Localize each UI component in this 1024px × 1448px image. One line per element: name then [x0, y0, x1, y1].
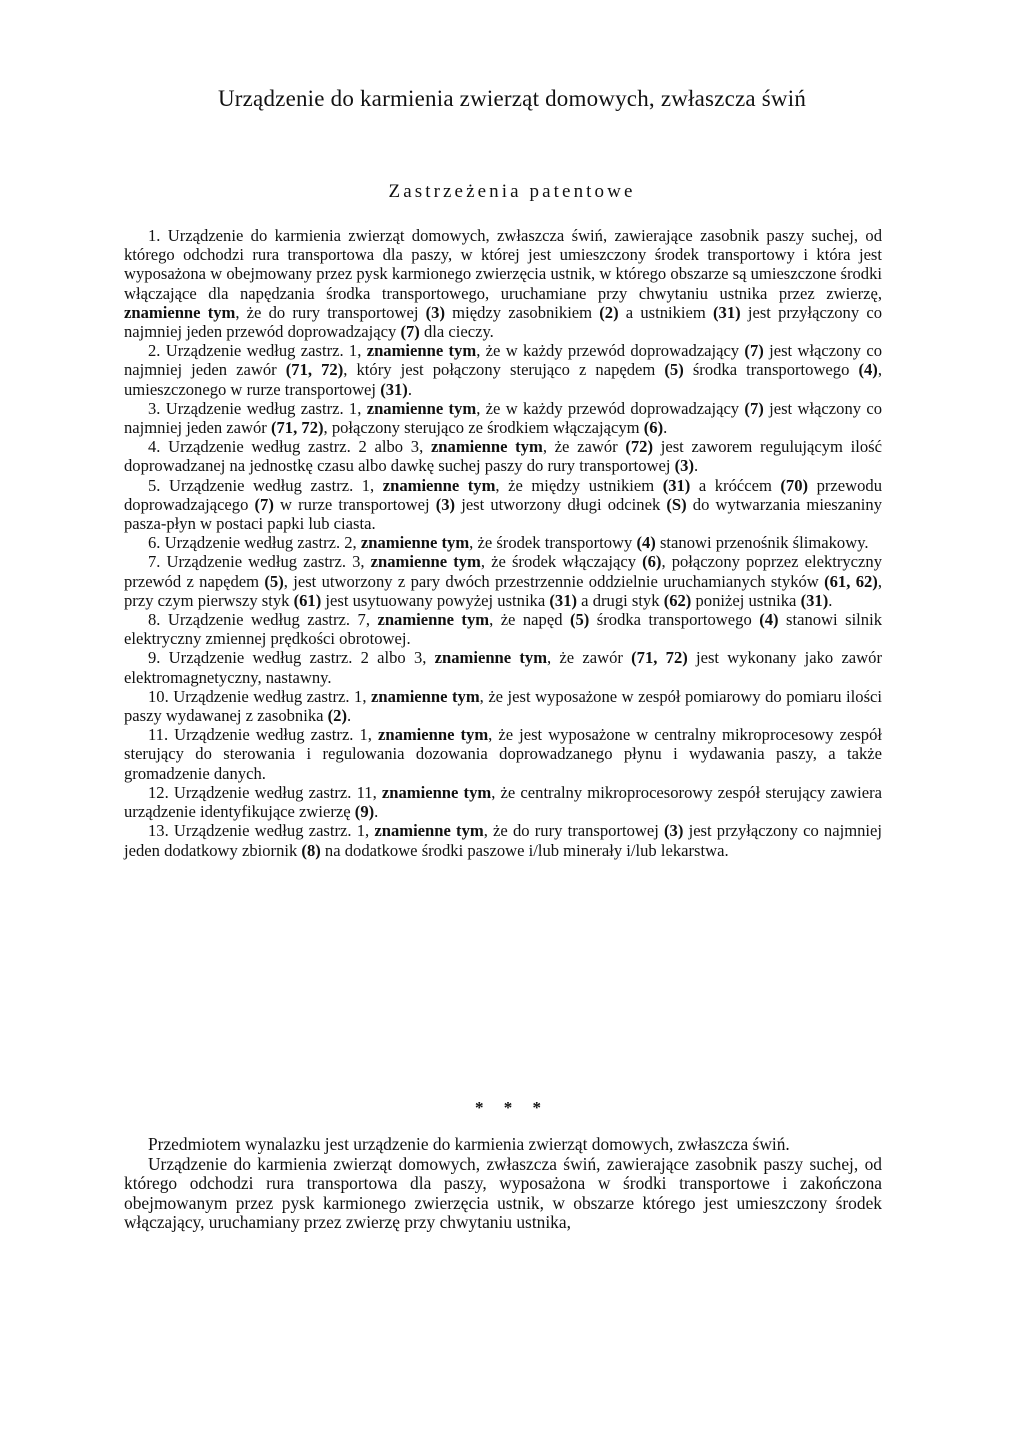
claim-text-run: .: [374, 802, 379, 822]
claim-paragraph: [124, 821, 882, 859]
claim-text-run: środka transportowego: [683, 360, 859, 380]
claim-text-run: 1. Urządzenie do karmienia zwierząt domowych, zwłaszcza świń, zawierające zasobnik paszy suchej, od którego odchodzi rura transportowa dla paszy, w której jest umieszczony środek transportowy i która jest wyposażona w obejmowany przez pysk karmionego zwierzęcia ustnik, w którego obszarze są umieszczone środki włączające dla napędzania środka transportowego, uruchamiane przy chwytaniu ustnika przez zwierzę,: [124, 226, 882, 303]
claim-paragraph: [124, 687, 882, 725]
claim-bold-run: znamienne tym: [124, 302, 236, 322]
claim-text-run: jest zaworem regulującym ilość doprowadzanej na jednostkę czasu albo dawkę suchej paszy do rury transportowej: [124, 437, 882, 476]
claim-paragraph: [124, 725, 882, 783]
claim-bold-run: (70): [780, 475, 809, 495]
claim-text-run: w rurze transportowej: [273, 494, 436, 514]
claim-text-run: , że środek transportowy: [469, 533, 637, 553]
claim-text-run: jest włączony co najmniej jeden zawór: [124, 341, 883, 380]
claim-bold-run: (7): [254, 494, 274, 514]
claim-bold-run: (2): [599, 302, 619, 322]
claim-bold-run: (61, 62): [824, 571, 878, 591]
claim-text-run: , że zawór: [547, 648, 632, 668]
claim-text-run: stanowi silnik elektryczny zmiennej prędkości obrotowej.: [124, 610, 882, 649]
document-title: Urządzenie do karmienia zwierząt domowych, zwłaszcza świń: [217, 86, 807, 111]
claim-text-run: .: [347, 706, 352, 726]
claim-bold-run: (8): [301, 840, 321, 860]
claim-bold-run: (31): [549, 590, 578, 610]
claim-text-run: a ustnikiem: [618, 302, 713, 322]
claim-text-run: 8. Urządzenie według zastrz. 7,: [148, 610, 378, 630]
claim-bold-run: (31): [662, 475, 691, 495]
description-paragraph: Przedmiotem wynalazku jest urządzenie do karmienia zwierząt domowych, zwłaszcza świń.: [148, 1134, 790, 1154]
claim-bold-run: znamienne tym: [370, 686, 480, 706]
claim-text-run: jest przyłączony co najmniej jeden przewód doprowadzający: [124, 302, 882, 342]
claim-bold-run: (3): [435, 494, 456, 514]
claim-paragraph: [124, 476, 882, 534]
claim-text-run: 2. Urządzenie według zastrz. 1,: [148, 341, 367, 361]
claim-text-run: , umieszczonego w rurze transportowej: [124, 360, 882, 399]
claim-bold-run: znamienne tym: [374, 821, 484, 841]
claim-bold-run: (4): [636, 533, 656, 553]
claim-bold-run: (4): [759, 610, 779, 630]
claim-text-run: , że do rury transportowej: [483, 821, 665, 841]
claim-text-run: a króćcem: [690, 475, 781, 495]
claim-bold-run: (71, 72): [285, 360, 344, 380]
claim-text-run: 6. Urządzenie według zastrz. 2,: [148, 533, 361, 553]
claim-text-run: , że środek włączający: [480, 552, 643, 572]
claim-bold-run: znamienne tym: [430, 437, 543, 457]
claim-bold-run: (31): [713, 302, 741, 322]
claim-bold-run: znamienne tym: [366, 398, 477, 418]
claim-text-run: jest utworzony długi odcinek: [455, 494, 667, 514]
claim-bold-run: znamienne tym: [382, 475, 496, 495]
claim-bold-run: (5): [569, 610, 590, 630]
claim-bold-run: (72): [625, 437, 654, 457]
claim-bold-run: (31): [380, 379, 408, 399]
section-separator: * * *: [475, 1098, 549, 1117]
claim-bold-run: znamienne tym: [366, 341, 477, 361]
claim-bold-run: (6): [642, 552, 662, 572]
claim-bold-run: (5): [264, 571, 284, 591]
claim-paragraph: [124, 552, 882, 610]
claim-bold-run: (61): [293, 590, 322, 610]
section-heading-claims: Zastrzeżenia patentowe: [388, 181, 636, 202]
claim-paragraph: [124, 783, 882, 821]
claim-text-run: 13. Urządzenie według zastrz. 1,: [148, 821, 375, 841]
claim-text-run: do wytwarzania mieszaniny pasza-płyn w postaci papki lub ciasta.: [124, 494, 882, 534]
claim-text-run: .: [663, 418, 668, 438]
claim-paragraph: [124, 533, 882, 552]
claim-text-run: , że centralny mikroprocesorowy zespół sterujący zawiera urządzenie identyfikujące zwierzę: [124, 782, 882, 822]
claim-bold-run: (S): [666, 494, 687, 514]
claim-text-run: środka transportowego: [589, 610, 760, 630]
claim-text-run: , przy czym pierwszy styk: [124, 571, 882, 610]
claim-text-run: poniżej ustnika: [691, 590, 801, 610]
claim-bold-run: (6): [643, 418, 664, 438]
claim-bold-run: (5): [664, 360, 684, 380]
claim-text-run: .: [407, 379, 412, 399]
claim-text-run: 9. Urządzenie według zastrz. 2 albo 3,: [148, 648, 435, 668]
claim-text-run: , że do rury transportowej: [235, 302, 426, 322]
claim-text-run: , że w każdy przewód doprowadzający: [476, 398, 745, 418]
claim-bold-run: znamienne tym: [360, 533, 470, 553]
claim-bold-run: (3): [664, 821, 684, 841]
claim-text-run: .: [828, 590, 833, 610]
description-paragraph: Urządzenie do karmienia zwierząt domowych, zwłaszcza świń, zawierające zasobnik paszy suchej, od którego odchodzi rura transportowa dla paszy, wyposażona w środki transportowe i zakończona obejmowanym przez pysk karmionego zwierzęcia ustnik, w obszarze którego jest umieszczony środek włączający, uruchamiany przez zwierzę przy chwytaniu ustnika,: [124, 1153, 882, 1233]
claim-bold-run: (7): [744, 341, 764, 361]
claim-bold-run: (31): [800, 590, 829, 610]
claim-paragraph: [124, 399, 882, 437]
claim-bold-run: znamienne tym: [377, 725, 489, 745]
claim-paragraph: [124, 610, 882, 648]
claim-bold-run: znamienne tym: [434, 648, 548, 668]
claim-paragraph: [124, 648, 882, 686]
claim-text-run: , że w każdy przewód doprowadzający: [476, 341, 745, 361]
claim-text-run: , jest utworzony z pary dwóch przestrzennie oddzielnie uruchamianych styków: [283, 571, 825, 591]
claim-text-run: .: [694, 456, 699, 476]
claim-bold-run: (71, 72): [270, 418, 324, 438]
claim-bold-run: (62): [663, 590, 692, 610]
claim-text-run: 12. Urządzenie według zastrz. 11,: [148, 782, 382, 802]
claim-text-run: a drugi styk: [577, 590, 664, 610]
claim-text-run: jest włączony co najmniej jeden zawór: [124, 398, 883, 438]
claim-bold-run: (7): [744, 398, 764, 418]
claim-bold-run: (3): [674, 456, 694, 476]
claim-text-run: , że jest wyposażone w zespół pomiarowy do pomiaru ilości paszy wydawanej z zasobnika: [124, 686, 883, 726]
claim-text-run: , że napęd: [489, 610, 570, 630]
claim-bold-run: (7): [400, 322, 420, 342]
claim-bold-run: (9): [354, 802, 375, 822]
claim-text-run: stanowi przenośnik ślimakowy.: [655, 533, 869, 553]
claim-text-run: na dodatkowe środki paszowe i/lub minerały i/lub lekarstwa.: [320, 840, 729, 860]
claim-text-run: 5. Urządzenie według zastrz. 1,: [148, 475, 383, 495]
claim-paragraph: [124, 437, 882, 475]
claim-text-run: , że między ustnikiem: [495, 475, 663, 495]
claim-bold-run: (71, 72): [631, 648, 688, 668]
claim-text-run: 10. Urządzenie według zastrz. 1,: [148, 686, 371, 706]
claim-bold-run: znamienne tym: [381, 782, 492, 802]
claim-text-run: 4. Urządzenie według zastrz. 2 albo 3,: [148, 437, 431, 457]
claim-paragraph: [124, 341, 882, 399]
claim-text-run: 11. Urządzenie według zastrz. 1,: [148, 725, 378, 745]
claim-bold-run: (2): [327, 706, 348, 726]
claim-bold-run: (3): [425, 302, 445, 322]
claim-text-run: , połączony sterująco ze środkiem włączającym: [323, 418, 644, 438]
claim-text-run: między zasobnikiem: [445, 302, 600, 322]
description-body: [124, 1135, 882, 1233]
claim-text-run: 7. Urządzenie według zastrz. 3,: [148, 552, 371, 572]
claim-text-run: 3. Urządzenie według zastrz. 1,: [148, 398, 367, 418]
claim-text-run: jest wykonany jako zawór elektromagnetyczny, nastawny.: [124, 648, 882, 687]
claim-text-run: jest usytuowany powyżej ustnika: [321, 590, 550, 610]
claim-text-run: , który jest połączony sterująco z napędem: [343, 360, 665, 380]
claim-text-run: , połączony poprzez elektryczny przewód z napędem: [124, 552, 883, 591]
claim-bold-run: znamienne tym: [370, 552, 481, 572]
claim-paragraph: [124, 226, 882, 341]
claim-text-run: jest przyłączony co najmniej jeden dodatkowy zbiornik: [124, 821, 882, 860]
claim-text-run: dla cieczy.: [419, 322, 494, 342]
claim-bold-run: (4): [858, 360, 878, 380]
claim-text-run: , że zawór: [542, 437, 626, 457]
claims-list: [124, 226, 882, 860]
claim-text-run: przewodu doprowadzającego: [124, 475, 883, 514]
claim-bold-run: znamienne tym: [377, 610, 490, 630]
claim-text-run: , że jest wyposażone w centralny mikroprocesowy zespół sterujący do sterowania i regulowania dozowania doprowadzanego płynu i wydawania paszy, a także gromadzenie danych.: [124, 725, 882, 783]
